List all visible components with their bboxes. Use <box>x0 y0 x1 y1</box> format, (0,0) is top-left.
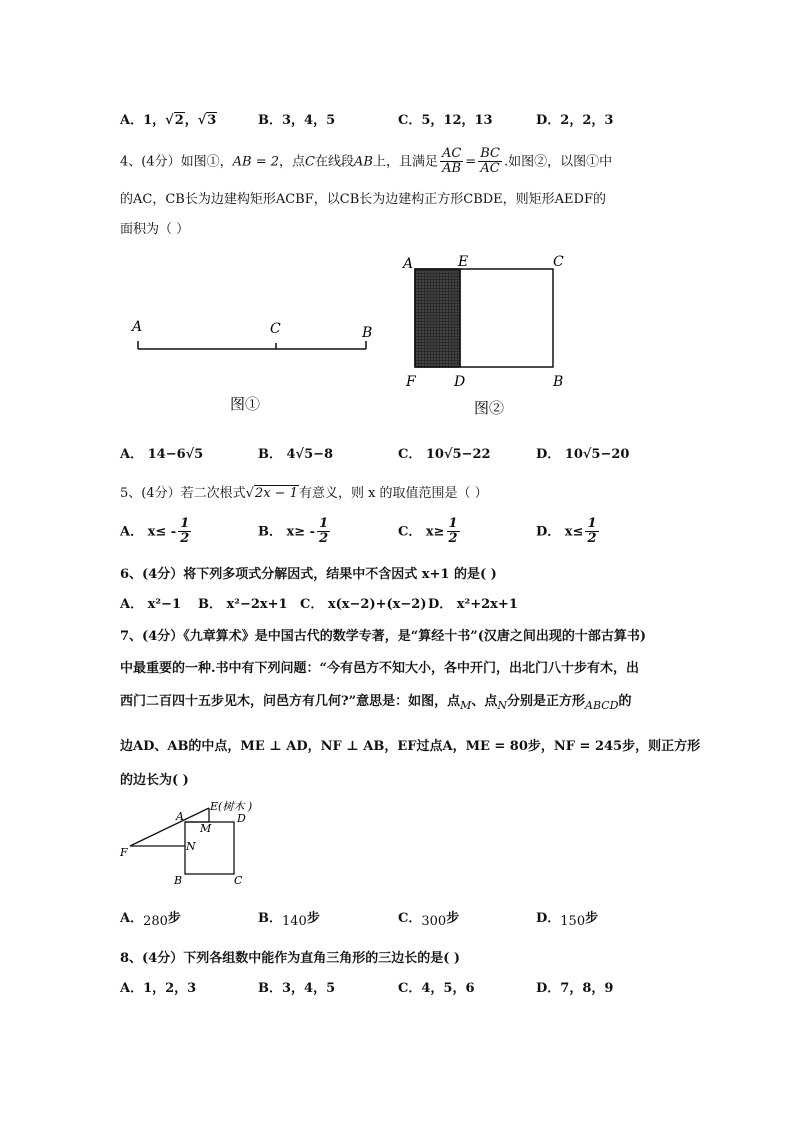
q4-option-b: B． 4√5−8 <box>258 447 334 462</box>
q4-stem-line3: 面积为（ ） <box>120 222 190 237</box>
q6-stem: 6、(4分）将下列多项式分解因式，结果中不含因式 x+1 的是( ) <box>120 567 497 582</box>
q4-stem-line1: 4、(4分）如图①，AB = 2，点C在线段AB上，且满足 $\frac{AC}{AB}$ = $\frac{BC}{AC}$ .如图②，以图①中 <box>120 146 613 177</box>
fig2-label-a: A <box>403 256 414 272</box>
shaded-rectangle-aedf <box>415 269 460 367</box>
q6-option-c: C． x(x−2)+(x−2) <box>300 597 427 612</box>
fig3-label-a: A <box>176 810 184 823</box>
fig2-label-d: D <box>454 374 466 390</box>
q4-option-c: C． 10√5−22 <box>398 447 491 462</box>
q7-option-c: C．300步 <box>398 911 460 929</box>
fig1-caption: 图① <box>230 395 261 413</box>
fig3-label-b: B <box>174 874 183 887</box>
q5-stem: 5、(4分）若二次根式√2x − 1有意义，则 x 的取值范围是（ ） <box>120 486 488 501</box>
q7-option-d: D．150步 <box>536 911 599 929</box>
q7-stem-line4: 边AD、AB的中点，ME ⊥ AD，NF ⊥ AB，EF过点A，ME = 80步，NF = 245步，则正方形 <box>120 739 701 754</box>
q6-option-a: A． x²−1 <box>120 597 181 612</box>
q3-option-a: A．1，√2，√3 <box>120 113 217 128</box>
q8-option-a: A．1，2，3 <box>120 981 197 996</box>
q7-option-b: B．140步 <box>258 911 320 929</box>
q7-stem-line1: 7、(4分）《九章算术》是中国古代的数学专著，是“算经十书”(汉唐之间出现的十部古算书) <box>120 629 646 644</box>
q4-fraction-2: $\frac{BC}{AC}$ <box>480 146 500 177</box>
fig2-label-e: E <box>458 254 469 270</box>
q5-option-d: D． x≤ $\frac{1}{2}$ <box>536 516 597 547</box>
q7-stem-line3: 西门二百四十五步见木，问邑方有几何?”意思是：如图，点$_M$、点$_N$分别是正方形$_{ABCD}$的 <box>120 694 632 712</box>
q7-stem-line2: 中最重要的一种.书中有下列问题：“今有邑方不知大小，各中开门，出北门八十步有木，出 <box>120 661 640 676</box>
fig3-label-c: C <box>234 874 243 887</box>
q4-fraction-1: $\frac{AC}{AB}$ <box>441 146 462 177</box>
q7-option-a: A．280步 <box>120 911 181 929</box>
q6-option-b: B． x²−2x+1 <box>198 597 288 612</box>
q6-option-d: D． x²+2x+1 <box>428 597 518 612</box>
q8-option-d: D．7，8，9 <box>536 981 614 996</box>
q4-stem-line2: 的AC，CB长为边建构矩形ACBF，以CB长为边建构正方形CBDE，则矩形AEDF的 <box>120 192 606 207</box>
fig2-label-c: C <box>553 254 564 270</box>
fig2-label-b: B <box>553 374 564 390</box>
fig1-label-c: C <box>270 321 281 337</box>
fig2-caption: 图② <box>474 399 505 417</box>
q4-figure-1 <box>128 315 378 415</box>
fig3-label-e: E(树木 ) <box>210 800 253 813</box>
q7-figure <box>118 798 288 893</box>
fig1-label-a: A <box>132 319 143 335</box>
fig3-label-n: N <box>186 840 196 853</box>
q7-stem-line5: 的边长为( ) <box>120 773 189 788</box>
q3-option-c: C．5，12，13 <box>398 113 493 128</box>
q8-stem: 8、(4分）下列各组数中能作为直角三角形的三边长的是( ) <box>120 951 461 966</box>
fig2-label-f: F <box>406 374 416 390</box>
q4-option-a: A． 14−6√5 <box>120 447 204 462</box>
fig3-label-m: M <box>200 822 212 835</box>
q3-option-d: D．2，2，3 <box>536 113 614 128</box>
q8-option-c: C．4，5，6 <box>398 981 475 996</box>
q8-option-b: B．3，4，5 <box>258 981 336 996</box>
fig3-label-f: F <box>120 846 128 859</box>
q5-option-c: C． x≥ $\frac{1}{2}$ <box>398 516 458 547</box>
q3-option-b: B．3，4，5 <box>258 113 336 128</box>
q4-option-d: D． 10√5−20 <box>536 447 630 462</box>
q5-option-b: B． x≥ - $\frac{1}{2}$ <box>258 516 329 547</box>
q4-figure-2 <box>398 250 578 420</box>
fig1-label-b: B <box>362 325 373 341</box>
q5-option-a: A． x≤ - $\frac{1}{2}$ <box>120 516 190 547</box>
fig3-label-d: D <box>237 812 246 825</box>
